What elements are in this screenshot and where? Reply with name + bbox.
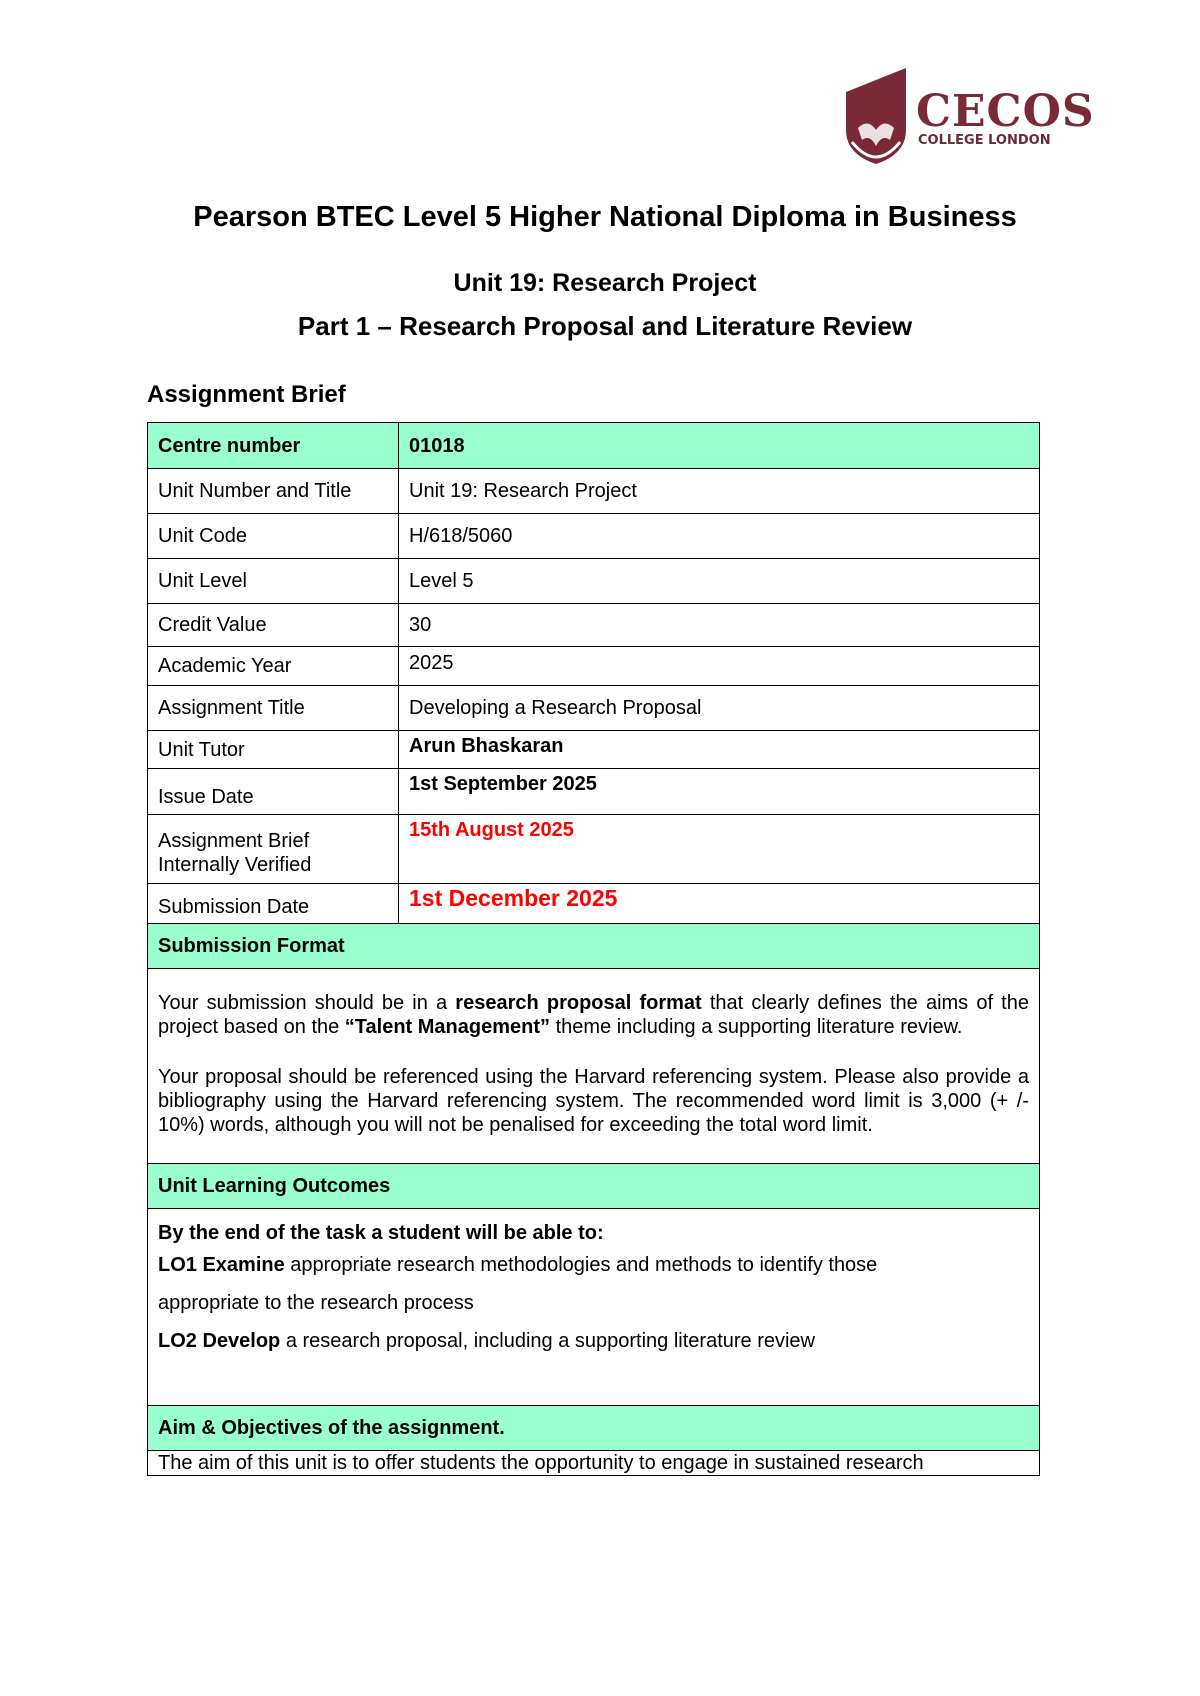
row-label: Assignment Title <box>148 686 399 731</box>
row-value: 2025 <box>399 647 1040 686</box>
row-value: H/618/5060 <box>399 514 1040 559</box>
table-row <box>148 514 1040 559</box>
row-label: Credit Value <box>148 604 399 647</box>
table-row <box>148 924 1040 969</box>
row-label: Issue Date <box>148 769 399 815</box>
learning-outcomes-intro: By the end of the task a student will be able to: <box>158 1222 604 1244</box>
table-row <box>148 1451 1040 1476</box>
crest-icon <box>838 68 918 168</box>
text-span: Your submission should be in a <box>158 992 456 1014</box>
submission-format-body <box>148 969 1040 1164</box>
text-span: that clearly defines the aims of the project based on the <box>158 992 1029 1038</box>
submission-date-value <box>399 884 1040 924</box>
table-row <box>148 1406 1040 1451</box>
lo2-text: a research proposal, including a supporting literature review <box>280 1330 816 1352</box>
row-label: Submission Date <box>148 884 399 924</box>
centre-number-label: Centre number <box>148 423 399 469</box>
part-title: Part 1 – Research Proposal and Literature Review <box>297 311 913 341</box>
row-label: Academic Year <box>148 647 399 686</box>
lo2-code: LO2 Develop <box>158 1330 281 1352</box>
lo1 <box>158 1251 1029 1279</box>
lo1-code: LO1 Examine <box>158 1254 285 1276</box>
table-row <box>148 469 1040 514</box>
aims-heading: Aim & Objectives of the assignment. <box>148 1406 1040 1451</box>
lo1-continued: appropriate to the research process <box>158 1292 474 1314</box>
lo1-text: appropriate research methodologies and methods to identify those <box>284 1254 878 1276</box>
text-span: research proposal format <box>455 992 702 1014</box>
row-label: Unit Tutor <box>148 731 399 769</box>
submission-format-heading: Submission Format <box>148 924 1040 969</box>
brief-heading: Assignment Brief <box>147 381 346 408</box>
table-row <box>148 815 1040 884</box>
verified-date-value <box>399 815 1040 884</box>
issue-date-value: 1st September 2025 <box>399 769 1040 815</box>
row-label: Unit Number and Title <box>148 469 399 514</box>
row-value: 30 <box>399 604 1040 647</box>
row-label: Unit Code <box>148 514 399 559</box>
table-row <box>148 731 1040 769</box>
logo-tagline: COLLEGE LONDON <box>918 133 1051 148</box>
table-row <box>148 1164 1040 1209</box>
table-row <box>148 769 1040 815</box>
row-value: Developing a Research Proposal <box>399 686 1040 731</box>
table-row <box>148 604 1040 647</box>
submission-date-text: 1st December 2025 <box>409 885 618 911</box>
row-value: Unit 19: Research Project <box>399 469 1040 514</box>
row-label: Unit Level <box>148 559 399 604</box>
college-logo <box>838 68 1095 168</box>
table-row <box>148 686 1040 731</box>
submission-format-paragraph-1 <box>158 991 1029 1039</box>
logo-brand: CECOS <box>916 86 1095 137</box>
row-label: Assignment Brief Internally Verified <box>148 815 399 884</box>
lo2 <box>158 1327 1029 1355</box>
table-row <box>148 1209 1040 1406</box>
table-row <box>148 559 1040 604</box>
learning-outcomes-heading: Unit Learning Outcomes <box>148 1164 1040 1209</box>
learning-outcomes-body <box>148 1209 1040 1406</box>
qualification-title: Pearson BTEC Level 5 Higher National Diploma in Business <box>193 201 1017 233</box>
unit-tutor-value: Arun Bhaskaran <box>399 731 1040 769</box>
submission-format-paragraph-2: Your proposal should be referenced using the Harvard referencing system. Please also provide a bibliography using the Harvard referencing system. The recommended word limit is 3,000 (+ /- 10%) words, although you will not be penalised for exceeding the total word limit. <box>158 1066 1029 1136</box>
unit-title: Unit 19: Research Project <box>453 269 757 297</box>
assignment-brief-table <box>147 422 1040 1476</box>
text-span: “Talent Management” <box>344 1016 551 1038</box>
row-value: Level 5 <box>399 559 1040 604</box>
aims-text: The aim of this unit is to offer students the opportunity to engage in sustained research <box>148 1451 1040 1476</box>
table-row <box>148 884 1040 924</box>
table-row <box>148 969 1040 1164</box>
text-span: theme including a supporting literature review. <box>550 1016 963 1038</box>
table-row <box>148 423 1040 469</box>
centre-number-value: 01018 <box>399 423 1040 469</box>
table-row <box>148 647 1040 686</box>
verified-date-text: 15th August 2025 <box>409 819 574 841</box>
